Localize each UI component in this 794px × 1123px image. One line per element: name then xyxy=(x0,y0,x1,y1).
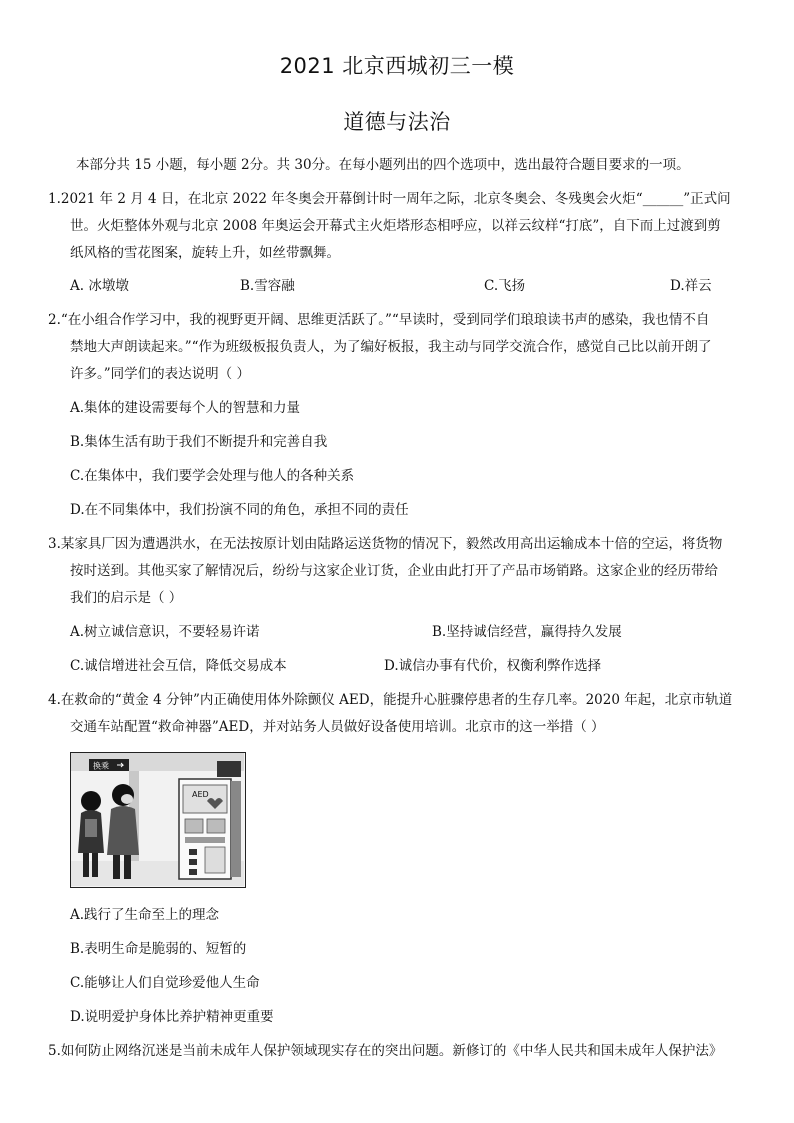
aed-machine xyxy=(179,761,241,879)
option-d[interactable]: D.诚信办事有代价，权衡利弊作选择 xyxy=(384,658,602,674)
question-text-line: 纸风格的雪花图案，旋转上升，如丝带飘舞。 xyxy=(70,245,340,261)
option-d[interactable]: D.在不同集体中，我们扮演不同的角色，承担不同的责任 xyxy=(70,502,409,518)
option-c[interactable]: C.诚信增进社会互信，降低交易成本 xyxy=(70,658,287,674)
option-a[interactable]: A.树立诚信意识，不要轻易许诺 xyxy=(70,624,260,640)
option-d[interactable]: D.祥云 xyxy=(670,278,712,294)
exam-title: 2021 北京西城初三一模 xyxy=(279,54,515,78)
question-text-line: 世。火炬整体外观与北京 2008 年奥运会开幕式主火炬塔形态相呼应，以祥云纹样“打底”，自下而上过渡到剪 xyxy=(70,218,721,234)
option-a[interactable]: A.践行了生命至上的理念 xyxy=(70,907,220,923)
subject-title: 道德与法治 xyxy=(343,110,451,134)
question-text-line: 3.某家具厂因为遭遇洪水，在无法按原计划由陆路运送货物的情况下，毅然改用高出运输成本十倍的空运，将货物 xyxy=(48,536,723,552)
transfer-sign-text: 换乘 xyxy=(93,761,109,771)
option-c[interactable]: C.在集体中，我们要学会处理与他人的各种关系 xyxy=(70,468,355,484)
question-text-line: 1.2021 年 2 月 4 日，在北京 2022 年冬奥会开幕倒计时一周年之际，北京冬奥会、冬残奥会火炬“______”正式问 xyxy=(48,191,731,207)
section-instructions: 本部分共 15 小题，每小题 2分。共 30分。在每小题列出的四个选项中，选出最符合题目要求的一项。 xyxy=(76,157,690,173)
option-b[interactable]: B.集体生活有助于我们不断提升和完善自我 xyxy=(70,434,328,450)
option-b[interactable]: B.坚持诚信经营，赢得持久发展 xyxy=(432,624,622,640)
aed-station-drawing xyxy=(71,753,244,886)
question-text-line: 许多。”同学们的表达说明（ ） xyxy=(70,366,250,382)
option-b[interactable]: B.雪容融 xyxy=(240,278,295,294)
aed-label: AED xyxy=(192,790,209,799)
option-d[interactable]: D.说明爱护身体比养护精神更重要 xyxy=(70,1009,274,1025)
option-c[interactable]: C.能够让人们自觉珍爱他人生命 xyxy=(70,975,260,991)
aed-station-illustration xyxy=(70,752,246,888)
option-a[interactable]: A.集体的建设需要每个人的智慧和力量 xyxy=(70,400,301,416)
question-text-line: 2.“在小组合作学习中，我的视野更开阔、思维更活跃了。”“早读时，受到同学们琅琅读书声的感染，我也情不自 xyxy=(48,312,710,328)
question-text-line: 禁地大声朗读起来。”“作为班级板报负责人，为了编好板报，我主动与同学交流合作，感觉自己比以前开朗了 xyxy=(70,339,712,355)
option-c[interactable]: C.飞扬 xyxy=(484,278,526,294)
question-text-line: 4.在救命的“黄金 4 分钟”内正确使用体外除颤仪 AED，能提升心脏骤停患者的生存几率。2020 年起，北京市轨道 xyxy=(48,692,733,708)
question-text-line: 交通车站配置“救命神器”AED，并对站务人员做好设备使用培训。北京市的这一举措（ ） xyxy=(70,719,605,735)
option-a[interactable]: A. 冰墩墩 xyxy=(70,278,129,294)
question-text-line: 我们的启示是（ ） xyxy=(70,590,183,606)
question-text-line: 5.如何防止网络沉迷是当前未成年人保护领域现实存在的突出问题。新修订的《中华人民共和国未成年人保护法》 xyxy=(48,1043,723,1059)
question-text-line: 按时送到。其他买家了解情况后，纷纷与这家企业订货，企业由此打开了产品市场销路。这家企业的经历带给 xyxy=(70,563,718,579)
option-b[interactable]: B.表明生命是脆弱的、短暂的 xyxy=(70,941,247,957)
